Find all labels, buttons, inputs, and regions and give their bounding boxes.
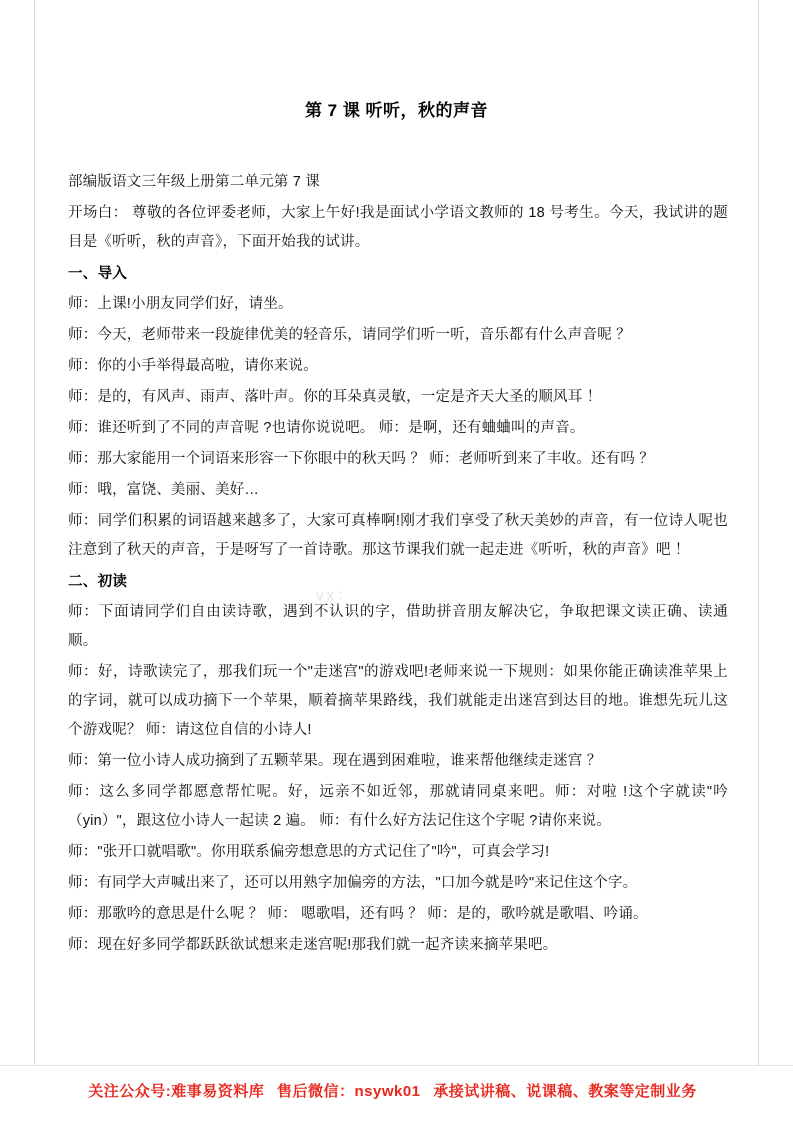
page-left-rule <box>34 0 35 1122</box>
paragraph-opening: 开场白： 尊敬的各位评委老师，大家上午好!我是面试小学语文教师的 18 号考生。今天，我试讲的题目是《听听，秋的声音》，下面开始我的试讲。 <box>68 205 728 250</box>
footer-segment-services: 承接试讲稿、说课稿、教案等定制业务 <box>433 1083 697 1100</box>
paragraph-line-3: 师：你的小手举得最高啦，请你来说。 <box>68 358 318 374</box>
paragraph-line-4: 师：是的，有风声、雨声、落叶声。你的耳朵真灵敏，一定是齐天大圣的顺风耳 ！ <box>68 389 602 405</box>
section-heading-first-reading: 二、初读 <box>68 574 128 590</box>
paragraph-line-2: 师：今天，老师带来一段旋律优美的轻音乐，请同学们听一听，音乐都有什么声音呢 ？ <box>68 327 631 343</box>
paragraph-line-5: 师：谁还听到了不同的声音呢 ?也请你说说吧。 师：是啊，还有蛐蛐叫的声音。 <box>68 420 585 436</box>
footer-segment-wechat: 售后微信：nsywk01 <box>276 1083 421 1100</box>
paragraph-line-10: 师：好，诗歌读完了，那我们玩一个"走迷宫"的游戏吧!老师来说一下规则：如果你能正确读准苹果上的字词，就可以成功摘下一个苹果，顺着摘苹果路线，我们就能走出迷宫到达目的地。谁想先玩儿这个游戏呢？ 师：请这位自信的小诗人! <box>68 664 728 738</box>
paragraph-line-6: 师：那大家能用一个词语来形容一下你眼中的秋天吗 ？ 师：老师听到来了丰收。还有吗 ？ <box>68 451 654 467</box>
page-right-rule <box>758 0 759 1122</box>
paragraph-line-14: 师：有同学大声喊出来了，还可以用熟字加偏旁的方法，"口加今就是吟"来记住这个字。 <box>68 875 638 891</box>
paragraph-line-7: 师：哦，富饶、美丽、美好… <box>68 482 260 498</box>
paragraph-line-13: 师："张开口就唱歌"。你用联系偏旁想意思的方式记住了"吟"，可真会学习! <box>68 844 550 860</box>
paragraph-source: 部编版语文三年级上册第二单元第 7 课 <box>68 174 320 190</box>
footer-segment-public-account: 关注公众号:难事易资料库 <box>88 1083 265 1100</box>
paragraph-line-11: 师：第一位小诗人成功摘到了五颗苹果。现在遇到困难啦，谁来帮他继续走迷宫 ？ <box>68 753 602 769</box>
page-title: 第 7 课 听听，秋的声音 <box>304 101 489 120</box>
paragraph-line-15: 师：那歌吟的意思是什么呢 ？ 师： 嗯歌唱，还有吗 ？ 师：是的，歌吟就是歌唱、吟诵。 <box>68 906 648 922</box>
paragraph-line-9: 师：下面请同学们自由读诗歌，遇到不认识的字，借助拼音朋友解决它，争取把课文读正确、读通顺。 <box>68 604 728 649</box>
footer-banner <box>0 1065 793 1122</box>
paragraph-line-8: 师：同学们积累的词语越来越多了，大家可真棒啊!刚才我们享受了秋天美妙的声音，有一位诗人呢也注意到了秋天的声音，于是呀写了一首诗歌。那这节课我们就一起走进《听听，秋的声音》吧 ！ <box>68 513 728 558</box>
footer-text <box>0 1080 793 1101</box>
document-body <box>68 168 728 962</box>
paragraph-line-1: 师：上课!小朋友同学们好，请坐。 <box>68 296 293 312</box>
paragraph-line-12: 师：这么多同学都愿意帮忙呢。好，远亲不如近邻，那就请同桌来吧。师：对啦 !这个字就读"吟（yin）"，跟这位小诗人一起读 2 遍。 师：有什么好方法记住这个字呢 ?请你来说。 <box>68 784 728 829</box>
section-heading-introduction: 一、导入 <box>68 266 128 282</box>
paragraph-line-16: 师：现在好多同学都跃跃欲试想来走迷宫呢!那我们就一起齐读来摘苹果吧。 <box>68 937 558 953</box>
watermark-text: vx： <box>315 586 356 605</box>
